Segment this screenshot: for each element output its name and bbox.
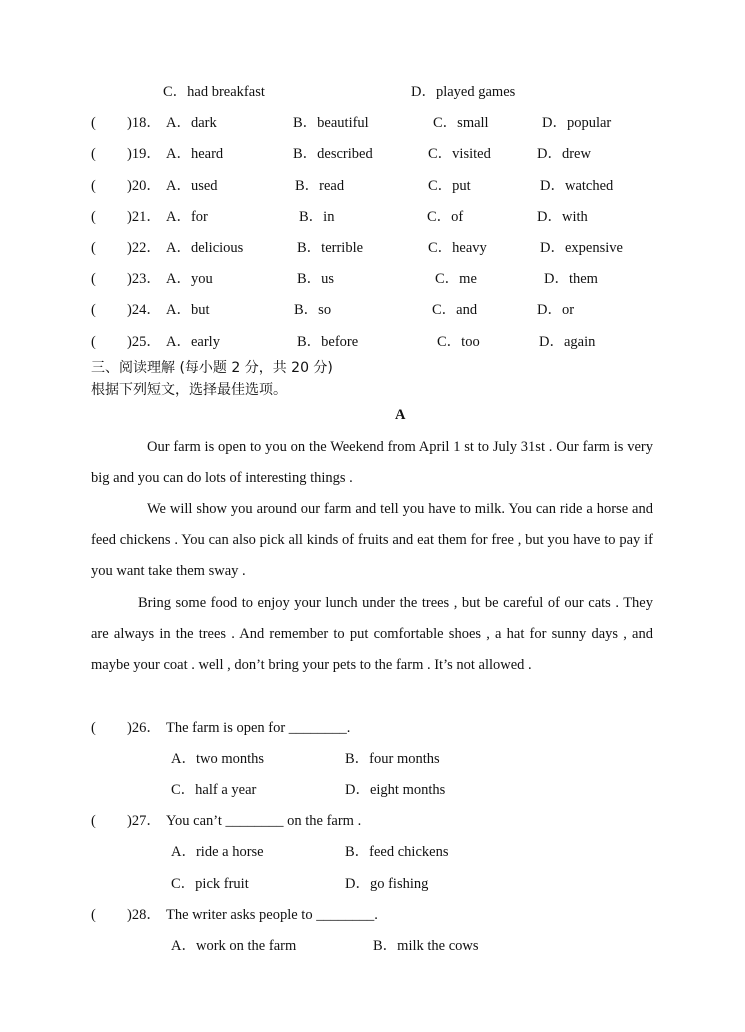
passage-paragraph: We will show you around our farm and tell you have to milk. You can ride a horse and feed chickens . You can also pick all kinds of fruits and eat them for free , but you have to pay if you want take them sway . [91,501,653,579]
option-b: B．described [293,146,373,162]
question-stem-row [0,718,745,738]
question-stem: You can’t ________ on the farm . [166,813,362,829]
option-d: D．expensive [540,240,623,256]
option-b: B．terrible [297,240,364,256]
section-instruction: 根据下列短文，选择最佳选项。 [91,382,287,398]
question-number: )26． [127,720,161,736]
answer-paren-open: ( [91,146,96,162]
answer-paren-open: ( [91,240,96,256]
options-row [0,749,745,769]
option-b: B．in [299,209,335,225]
option-b: B．four months [345,751,440,767]
option-d: D．played games [411,84,516,100]
question-stem-row [0,905,745,925]
question-number: )18． [127,115,161,131]
answer-paren-open: ( [91,302,96,318]
option-a: A．early [166,334,220,350]
option-a: A．dark [166,115,217,131]
answer-paren-open: ( [91,271,96,287]
options-row [0,936,745,956]
question-row [0,113,745,133]
question-number: )24． [127,302,161,318]
answer-paren-open: ( [91,115,96,131]
option-a: A．delicious [166,240,244,256]
option-b: B．so [294,302,332,318]
option-c: C．visited [428,146,491,162]
option-a: A．for [166,209,208,225]
option-a: A．two months [171,751,265,767]
question-stem: The writer asks people to ________. [166,907,378,923]
option-b: B．beautiful [293,115,369,131]
options-row [0,874,745,894]
question-number: )28． [127,907,161,923]
answer-paren-open: ( [91,813,96,829]
options-row [0,780,745,800]
question-row [0,269,745,289]
question-row [0,207,745,227]
option-c: C．of [427,209,464,225]
option-c: C．had breakfast [163,84,265,100]
option-d: D．watched [540,178,614,194]
question-number: )21． [127,209,161,225]
options-row [0,842,745,862]
answer-paren-open: ( [91,907,96,923]
option-b: B．read [295,178,345,194]
option-a: A．you [166,271,213,287]
q17-options-tail [0,82,745,102]
answer-paren-open: ( [91,334,96,350]
option-b: B．before [297,334,359,350]
option-c: C．and [432,302,478,318]
option-c: C．pick fruit [171,876,249,892]
question-row [0,238,745,258]
question-number: )22． [127,240,161,256]
passage-paragraph: Our farm is open to you on the Weekend from April 1 st to July 31st . Our farm is very big and you can do lots of interesting things . [91,439,653,486]
question-row [0,144,745,164]
option-c: C．too [437,334,480,350]
question-number: )20． [127,178,161,194]
option-d: D．popular [542,115,612,131]
question-row [0,176,745,196]
option-c: C．heavy [428,240,487,256]
option-d: D．go fishing [345,876,429,892]
option-d: D．again [539,334,596,350]
option-a: A．but [166,302,210,318]
option-a: A．work on the farm [171,938,297,954]
question-number: )23． [127,271,161,287]
option-c: C．small [433,115,489,131]
option-d: D．them [544,271,598,287]
answer-paren-open: ( [91,720,96,736]
option-a: A．heard [166,146,224,162]
question-number: )19． [127,146,161,162]
option-b: B．feed chickens [345,844,449,860]
option-a: A．used [166,178,218,194]
passage-title: A [395,407,406,423]
answer-paren-open: ( [91,178,96,194]
question-number: )25． [127,334,161,350]
option-b: B．milk the cows [373,938,479,954]
option-a: A．ride a horse [171,844,264,860]
question-number: )27． [127,813,161,829]
question-stem: The farm is open for ________. [166,720,351,736]
option-c: C．put [428,178,471,194]
option-c: C．half a year [171,782,257,798]
passage-paragraph: Bring some food to enjoy your lunch under the trees , but be careful of our cats . They are always in the trees . And remember to put comfortable shoes , a hat for sunny days , and maybe your coat . well , don’t bring your pets to the farm . It’s not allowed . [91,595,653,673]
option-d: D．or [537,302,575,318]
question-row [0,300,745,320]
section-heading: 三、阅读理解 (每小题 2 分，共 20 分) [91,360,333,376]
question-row [0,332,745,352]
option-d: D．eight months [345,782,446,798]
option-c: C．me [435,271,477,287]
option-d: D．drew [537,146,591,162]
answer-paren-open: ( [91,209,96,225]
option-b: B．us [297,271,335,287]
question-stem-row [0,811,745,831]
option-d: D．with [537,209,588,225]
